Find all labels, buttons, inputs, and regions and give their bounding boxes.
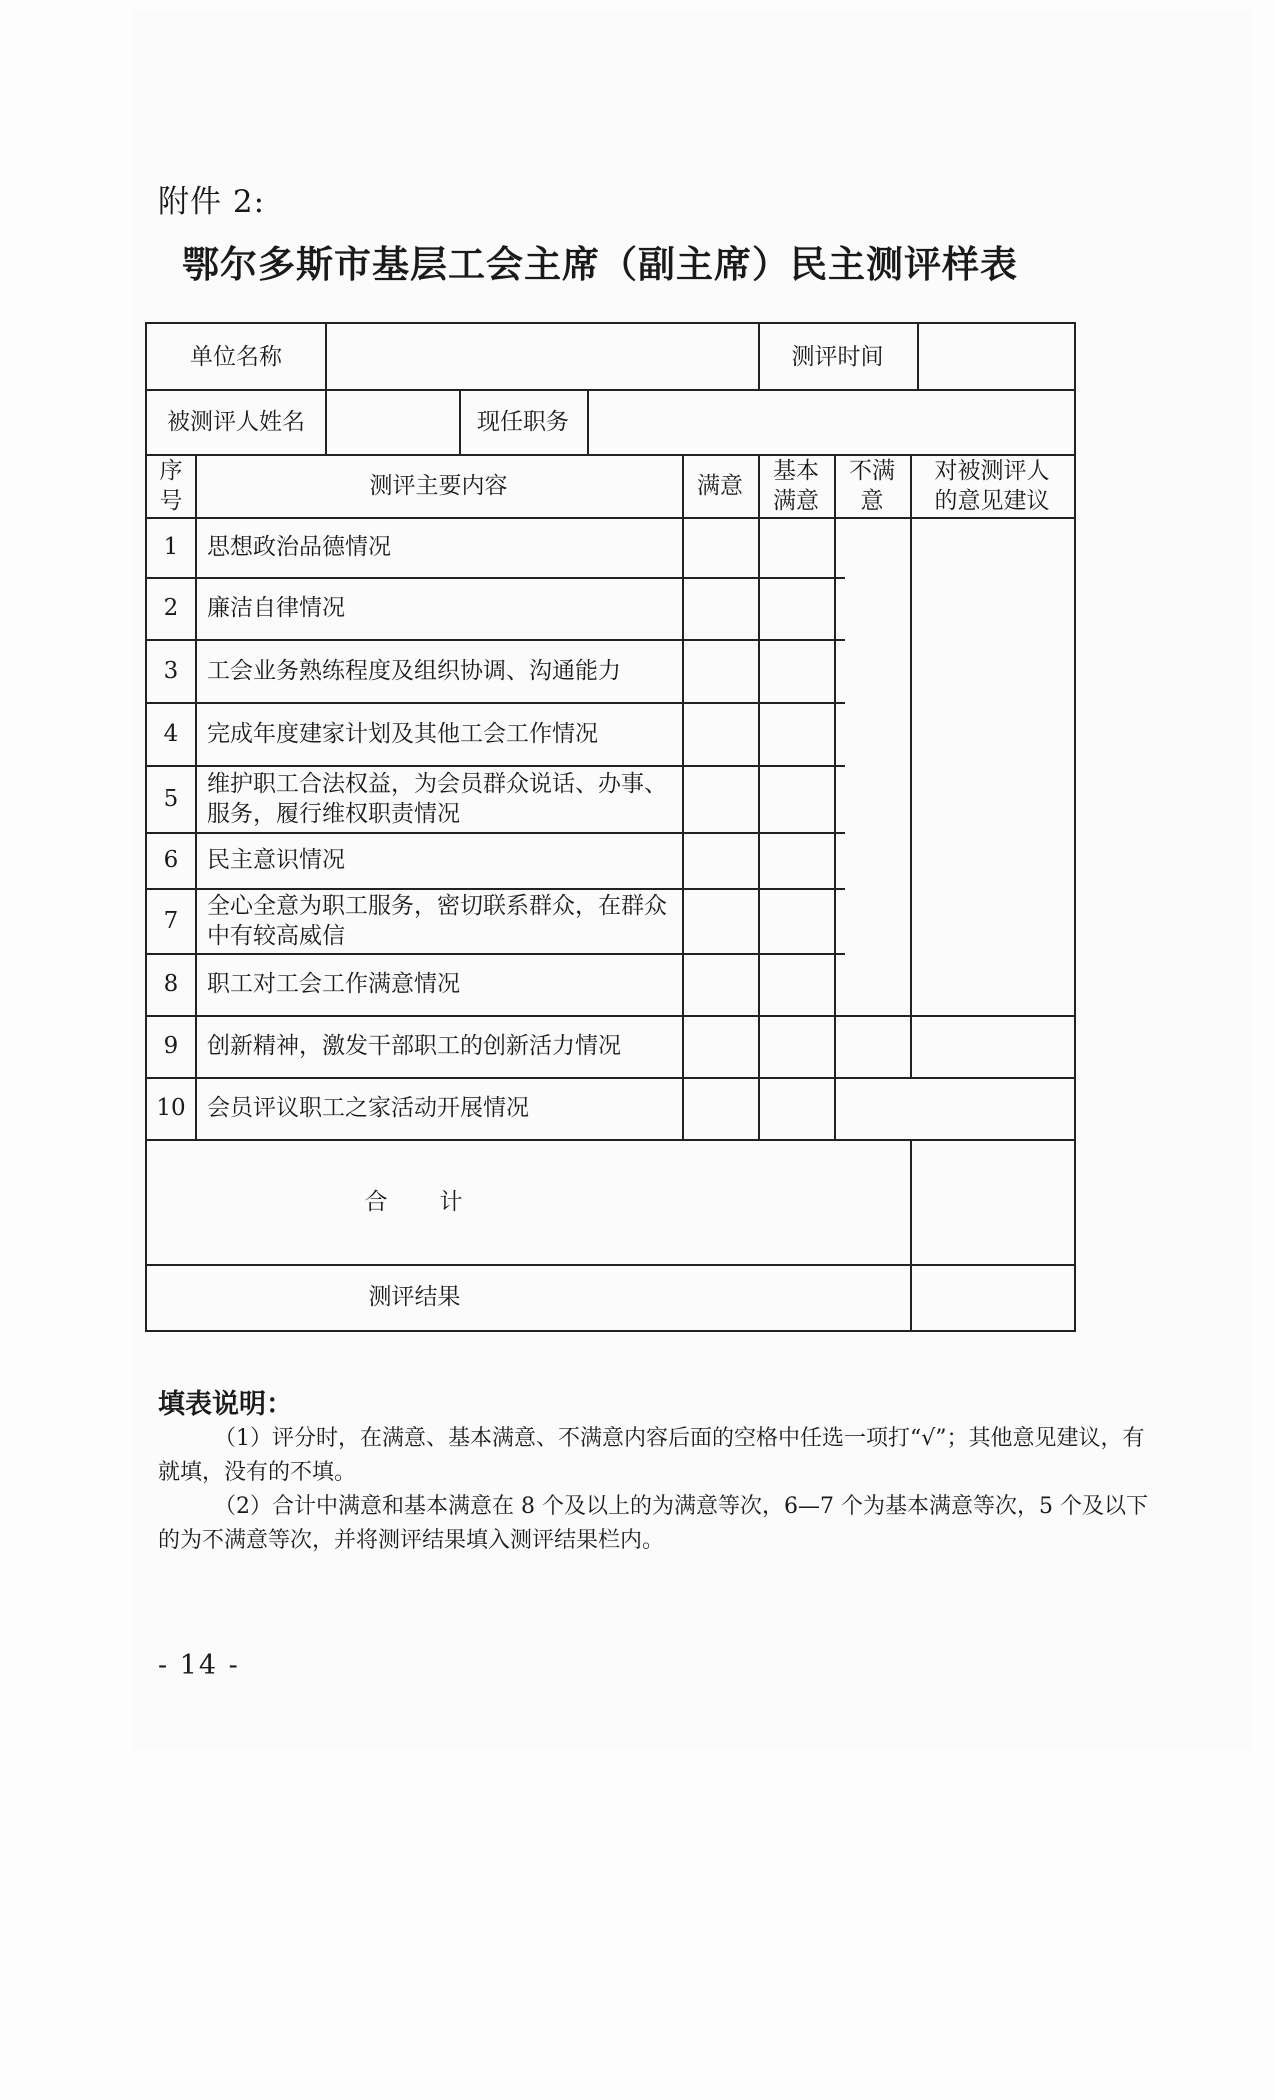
notes-heading: 填表说明： — [158, 1389, 293, 1420]
col-divider — [758, 454, 760, 1139]
note-item: （2）合计中满意和基本满意在 8 个及以上的为满意等次，6—7 个为基本满意等次，5 个及以下的为不满意等次，并将测评结果填入测评结果栏内。 — [158, 1494, 1148, 1553]
row-number: 7 — [163, 907, 179, 934]
evaluation-form-table — [145, 322, 1076, 1332]
total-label: 合 计 — [364, 1188, 465, 1215]
col-divider — [910, 1139, 912, 1330]
col-divider — [682, 454, 684, 1139]
row-content: 全心全意为职工服务，密切联系群众，在群众中有较高威信 — [207, 892, 667, 949]
note-item: （1）评分时，在满意、基本满意、不满意内容后面的空格中任选一项打“√”；其他意见建议，有就填，没有的不填。 — [158, 1426, 1145, 1485]
row-content: 工会业务熟练程度及组织协调、沟通能力 — [207, 657, 621, 684]
col-divider — [834, 454, 836, 1139]
col-divider — [910, 1015, 912, 1077]
row-number: 6 — [163, 847, 179, 873]
current-position-label: 现任职务 — [477, 408, 569, 435]
header-content: 测评主要内容 — [369, 472, 508, 499]
row-content: 廉洁自律情况 — [207, 595, 345, 621]
page-number: - 14 - — [158, 1650, 240, 1681]
header-basically-satisfied: 基本满意 — [773, 457, 819, 514]
attachment-label: 附件 2: — [158, 184, 266, 220]
row-number: 5 — [163, 785, 179, 812]
result-label: 测评结果 — [368, 1284, 461, 1310]
evaluatee-name-field[interactable] — [327, 389, 459, 454]
row-number: 10 — [156, 1095, 186, 1121]
header-satisfied: 满意 — [697, 472, 743, 499]
row-number: 8 — [163, 971, 179, 997]
header-unsatisfied: 不满意 — [849, 457, 895, 514]
row-number: 1 — [163, 534, 179, 560]
row-number: 3 — [163, 657, 179, 684]
current-position-field[interactable] — [589, 389, 1074, 454]
row-number: 4 — [163, 720, 179, 747]
row-number: 9 — [163, 1033, 179, 1059]
evaluation-time-field[interactable] — [919, 324, 1074, 389]
evaluatee-name-label: 被测评人姓名 — [167, 408, 305, 435]
row-content: 会员评议职工之家活动开展情况 — [207, 1095, 529, 1121]
unit-name-label: 单位名称 — [190, 343, 282, 370]
row-content: 创新精神，激发干部职工的创新活力情况 — [207, 1033, 621, 1059]
row-content: 思想政治品德情况 — [207, 534, 391, 560]
evaluation-time-label: 测评时间 — [791, 343, 884, 370]
row-content: 维护职工合法权益，为会员群众说话、办事、服务，履行维权职责情况 — [207, 770, 667, 827]
header-suggestions: 对被测评人的意见建议 — [934, 457, 1050, 514]
row-content: 民主意识情况 — [207, 847, 345, 873]
unit-name-field[interactable] — [327, 324, 758, 389]
page-title: 鄂尔多斯市基层工会主席（副主席）民主测评样表 — [182, 243, 1018, 286]
row-content: 完成年度建家计划及其他工会工作情况 — [207, 720, 598, 747]
row-content: 职工对工会工作满意情况 — [207, 971, 460, 997]
col-divider — [910, 454, 912, 1015]
header-no: 序号 — [159, 457, 183, 514]
row-number: 2 — [163, 595, 179, 621]
